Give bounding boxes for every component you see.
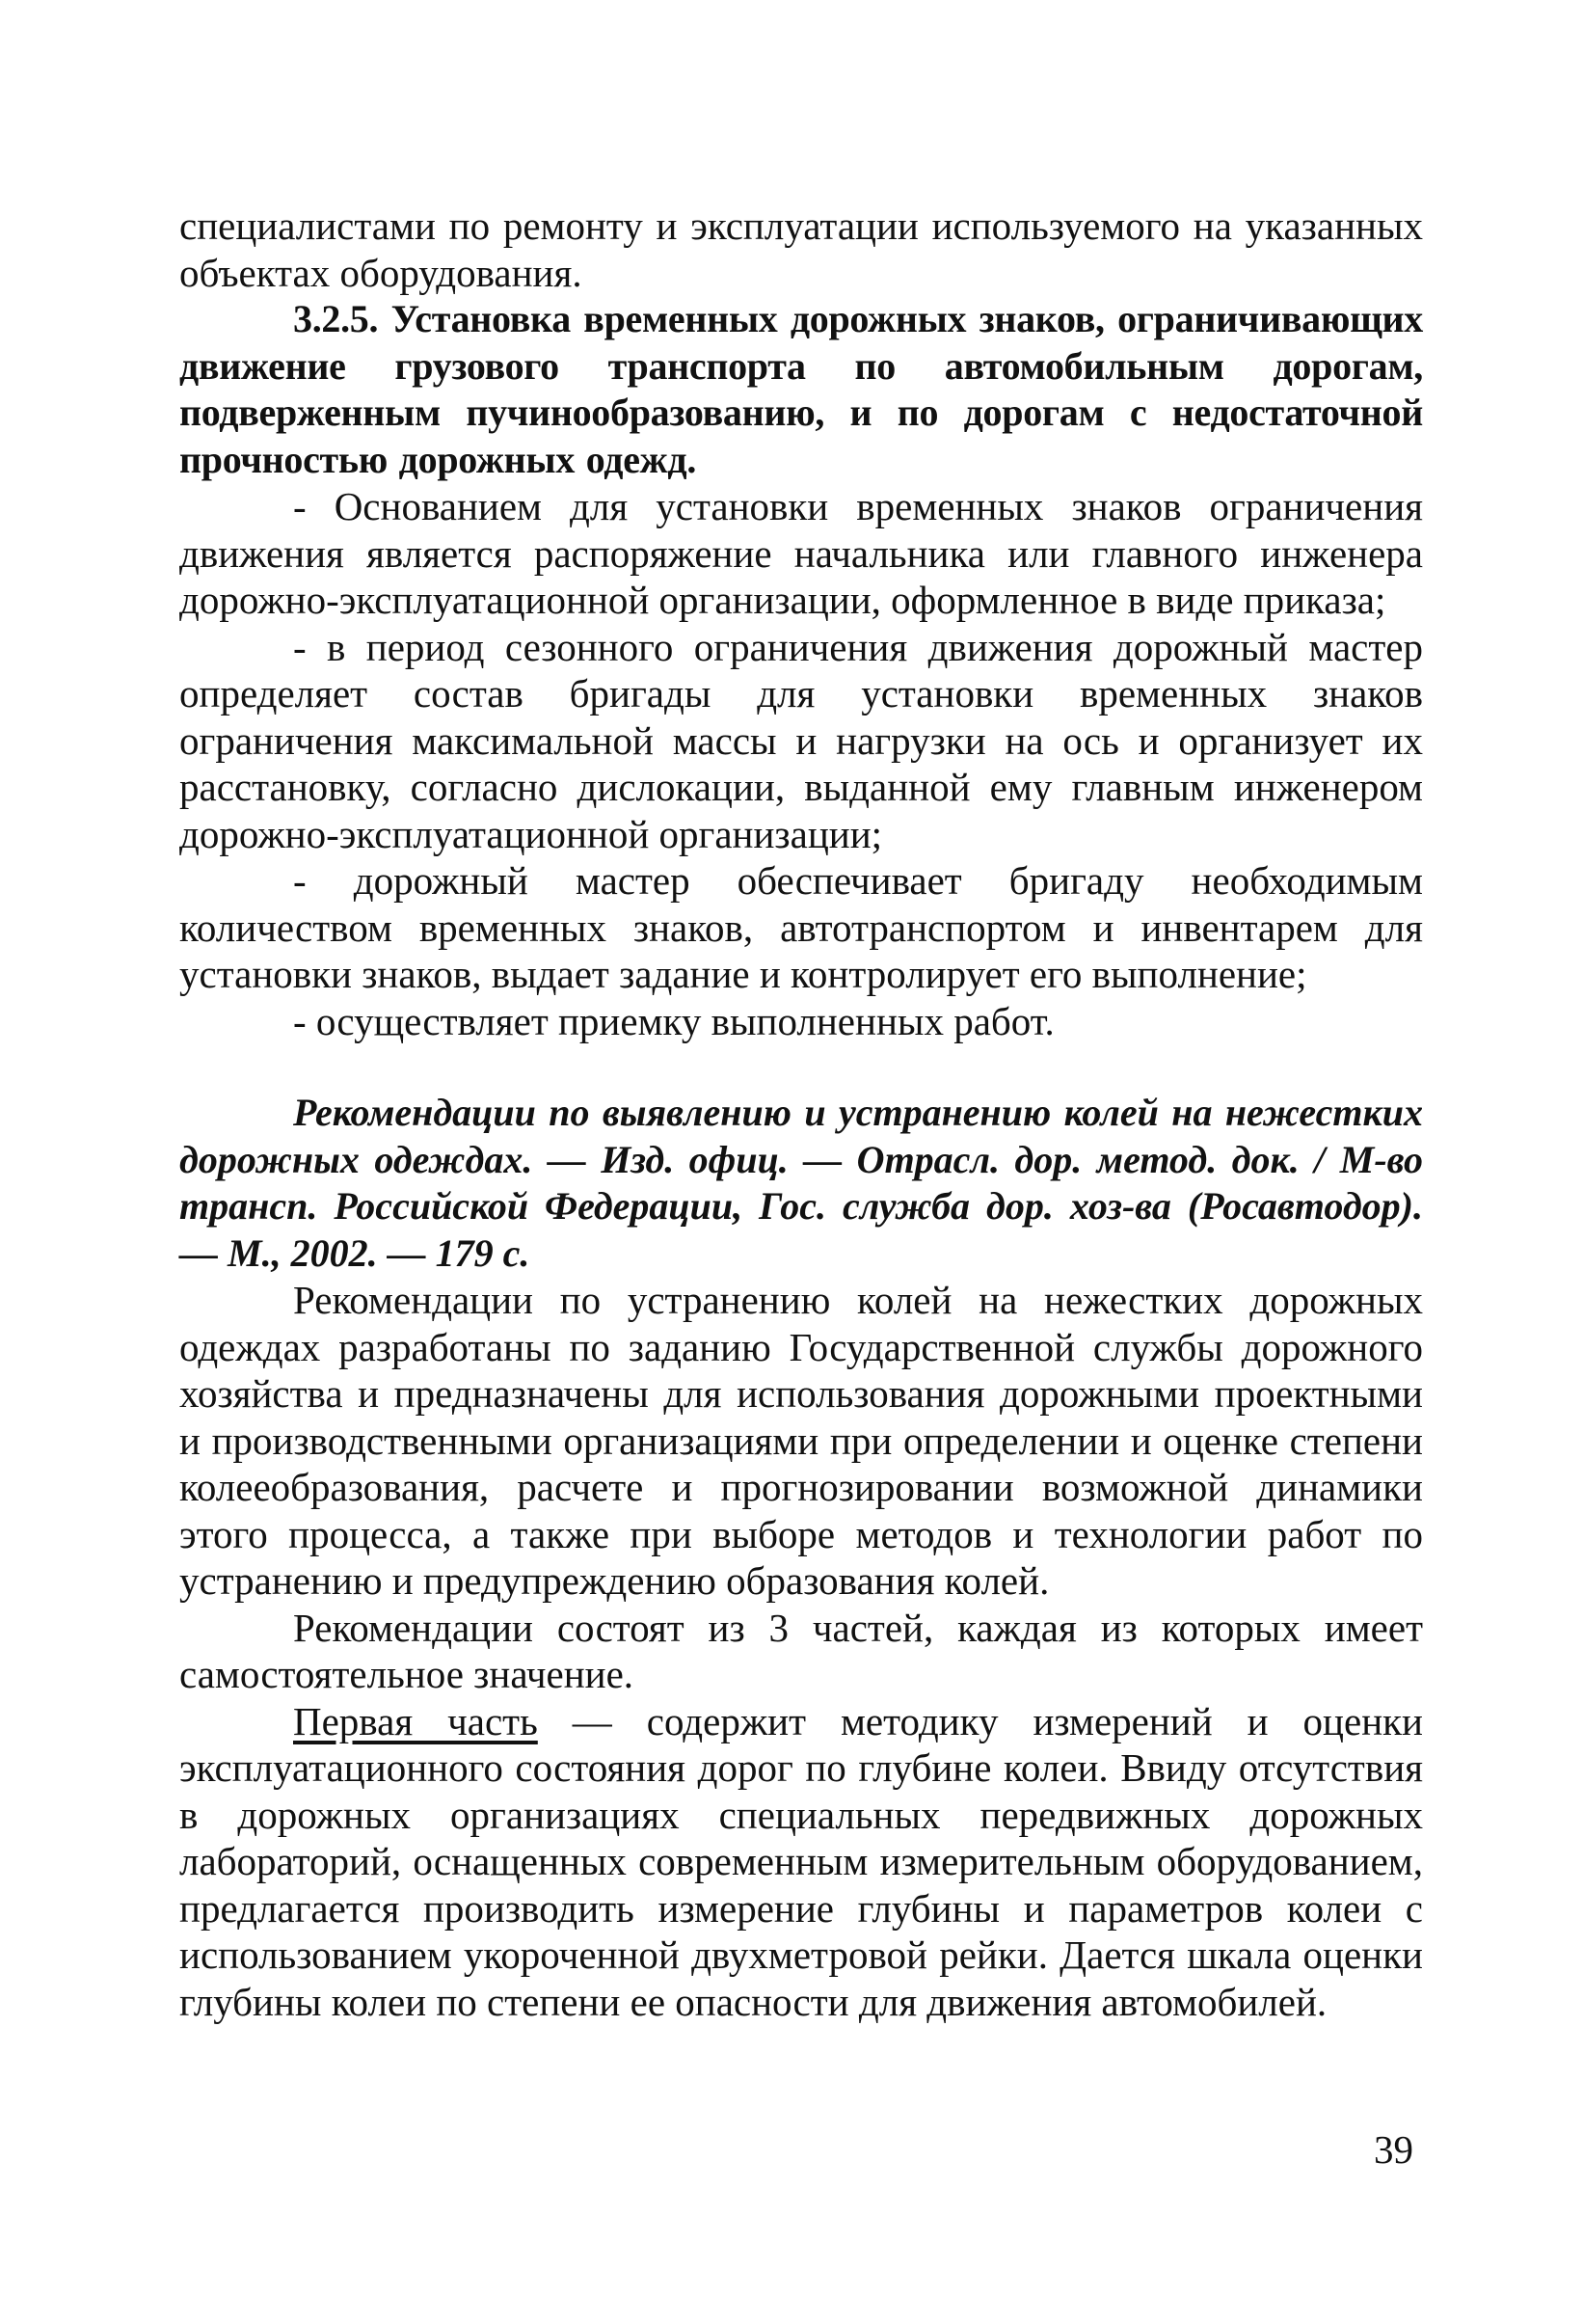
section-heading-3-2-5: 3.2.5. Установка временных дорожных знаков, ограничивающих движение грузового транспорта по автомобильным дорогам, подверженным пучинообразованию, и по дорогам с недостаточной прочностью дорожных одежд.: [179, 297, 1423, 481]
first-part-label: Первая часть: [293, 1698, 538, 1743]
paragraph-continuation: специалистами по ремонту и эксплуатации используемого на указанных объектах оборудования.: [179, 203, 1423, 295]
page-number: 39: [1374, 2127, 1413, 2172]
bibliographic-citation: Рекомендации по выявлению и устранению колей на нежестких дорожных одеждах. — Изд. офиц. — Отрасл. дор. метод. док. / М-во трансп. Российской Федерации, Гос. служба дор. хоз-ва (Росавтодор). — М., 2002. — 179 с.: [179, 1091, 1423, 1275]
list-item-acceptance: - осуществляет приемку выполненных работ.: [293, 998, 1055, 1043]
list-item-basis: - Основанием для установки временных знаков ограничения движения является распоряжение начальника или главного инженера дорожно-эксплуатационной организации, оформленное в виде приказа;: [179, 484, 1423, 622]
paragraph-parts: Рекомендации состоят из 3 частей, каждая из которых имеет самостоятельное значение.: [179, 1605, 1423, 1696]
paragraph-first-part: [179, 1698, 1423, 2026]
paragraph-recommendations: Рекомендации по устранению колей на нежестких дорожных одеждах разработаны по заданию Государственной службы дорожного хозяйства и предназначены для использования дорожными проектными и производственными организациями при определении и оценке степени колееобразования, расчете и прогнозировании возможной динамики этого процесса, а также при выборе методов и технологии работ по устранению и предупреждению образования колей.: [179, 1278, 1423, 1603]
first-part-text: — содержит методику измерений и оценки эксплуатационного состояния дорог по глубине колеи. Ввиду отсутствия в дорожных организациях специальных передвижных дорожных лабораторий, оснащенных современным измерительным оборудованием, предлагается производить измерение глубины и параметров колеи с использованием укороченной двухметровой рейки. Дается шкала оценки глубины колеи по степени ее опасности для движения автомобилей.: [179, 1698, 1423, 2024]
page-body: [179, 203, 1423, 2025]
list-item-master: - дорожный мастер обеспечивает бригаду необходимым количеством временных знаков, автотранспортом и инвентарем для установки знаков, выдает задание и контролирует его выполнение;: [179, 858, 1423, 996]
list-item-season: - в период сезонного ограничения движения дорожный мастер определяет состав бригады для установки временных знаков ограничения максимальной массы и нагрузки на ось и организует их расстановку, согласно дислокации, выданной ему главным инженером дорожно-эксплуатационной организации;: [179, 624, 1423, 856]
